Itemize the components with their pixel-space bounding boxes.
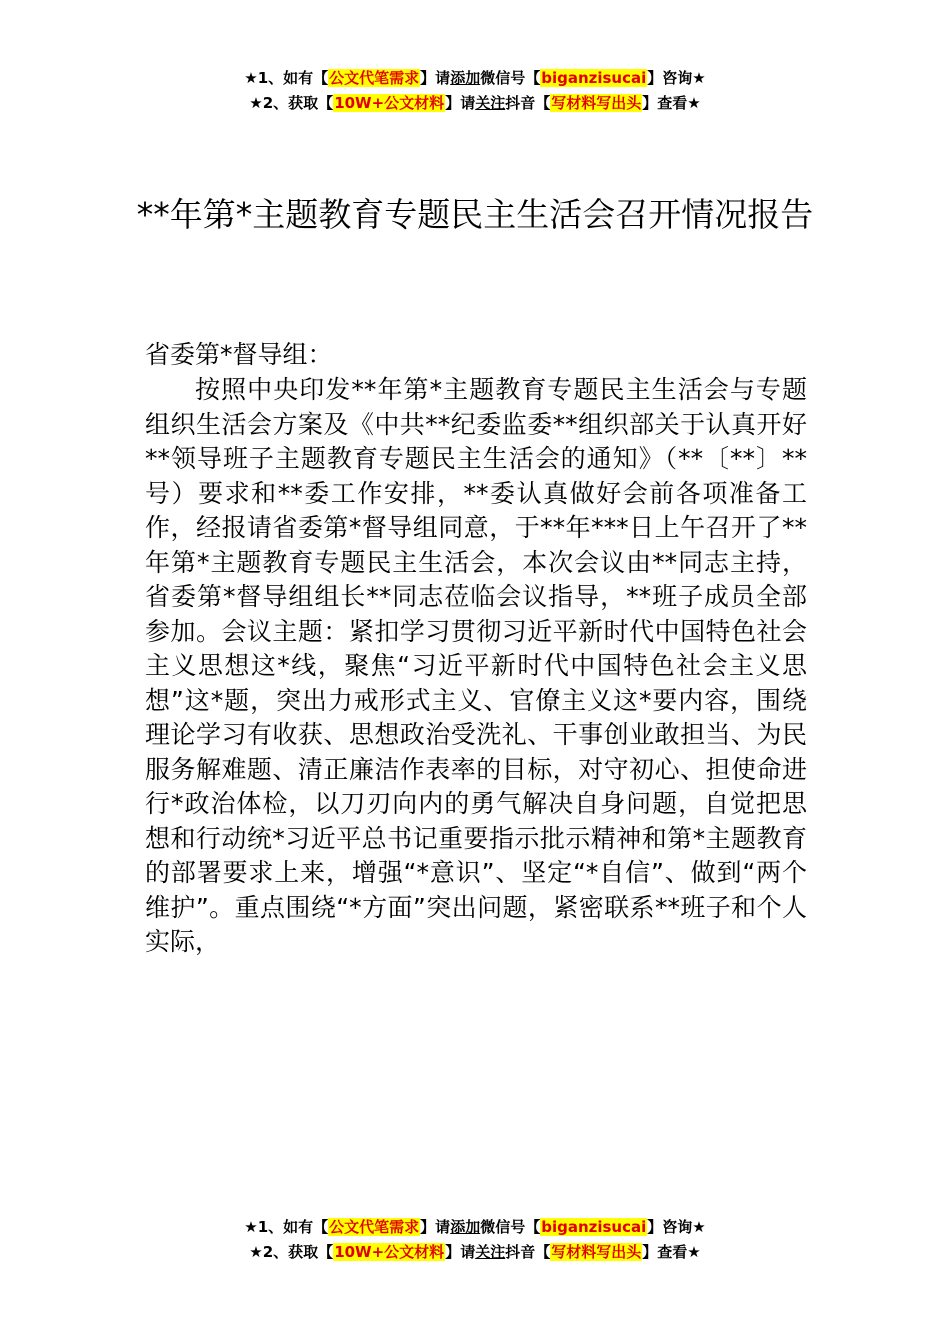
promo-douyin-id: 写材料写出头 bbox=[551, 1243, 642, 1261]
promo-underlined: 添加 bbox=[450, 69, 481, 87]
salutation: 省委第*督导组： bbox=[145, 340, 333, 369]
promo-text: 】请 bbox=[445, 1243, 476, 1261]
promo-text: ★2、获取【 bbox=[249, 94, 334, 112]
promo-text: 微信号【 bbox=[480, 69, 541, 87]
promo-wechat-id: biganzisucai bbox=[541, 1218, 647, 1236]
promo-line-1 bbox=[0, 1215, 950, 1240]
promo-text: 】咨询★ bbox=[647, 1218, 706, 1236]
promo-line-2 bbox=[0, 1240, 950, 1265]
promo-text: 】咨询★ bbox=[647, 69, 706, 87]
promo-underlined: 关注 bbox=[475, 94, 506, 112]
promo-text: 】请 bbox=[420, 69, 451, 87]
promo-text: 】查看★ bbox=[642, 94, 701, 112]
promo-text: 】查看★ bbox=[642, 1243, 701, 1261]
promo-highlight: 10W+公文材料 bbox=[334, 94, 445, 112]
promo-text: 微信号【 bbox=[480, 1218, 541, 1236]
promo-underlined: 关注 bbox=[475, 1243, 506, 1261]
promo-text: 抖音【 bbox=[505, 94, 551, 112]
promo-text: ★1、如有【 bbox=[244, 1218, 329, 1236]
promo-line-1 bbox=[0, 66, 950, 91]
promo-highlight: 10W+公文材料 bbox=[334, 1243, 445, 1261]
promo-highlight: 公文代笔需求 bbox=[329, 69, 420, 87]
promo-douyin-id: 写材料写出头 bbox=[551, 94, 642, 112]
promo-text: 】请 bbox=[445, 94, 476, 112]
header-promo-banner bbox=[0, 66, 950, 116]
document-title: **年第*主题教育专题民主生活会召开情况报告 bbox=[136, 195, 814, 234]
promo-text: 】请 bbox=[420, 1218, 451, 1236]
promo-text: ★1、如有【 bbox=[244, 69, 329, 87]
promo-text: ★2、获取【 bbox=[249, 1243, 334, 1261]
footer-promo-banner bbox=[0, 1215, 950, 1265]
promo-highlight: 公文代笔需求 bbox=[329, 1218, 420, 1236]
promo-line-2 bbox=[0, 91, 950, 116]
promo-underlined: 添加 bbox=[450, 1218, 481, 1236]
promo-text: 抖音【 bbox=[505, 1243, 551, 1261]
body-paragraph: 按照中央印发**年第*主题教育专题民主生活会与专题组织生活会方案及《中共**纪委监委**组织部关于认真开好**领导班子主题教育专题民主生活会的通知》（**〔**〕**号）要求和**委工作安排，**委认真做好会前各项准备工作，经报请省委第*督导组同意，于**年***日上午召开了**年第*主题教育专题民主生活会，本次会议由**同志主持，省委第*督导组组长**同志莅临会议指导，**班子成员全部参加。会议主题：紧扣学习贯彻习近平新时代中国特色社会主义思想这*线，聚焦“习近平新时代中国特色社会主义思想”这*题，突出力戒形式主义、官僚主义这*要内容，围绕理论学习有收获、思想政治受洗礼、干事创业敢担当、为民服务解难题、清正廉洁作表率的目标，对守初心、担使命进行*政治体检，以刀刃向内的勇气解决自身问题，自觉把思想和行动统*习近平总书记重要指示批示精神和第*主题教育的部署要求上来，增强“*意识”、坚定“*自信”、做到“两个维护”。重点围绕“*方面”突出问题，紧密联系**班子和个人实际， bbox=[145, 375, 807, 956]
promo-wechat-id: biganzisucai bbox=[541, 69, 647, 87]
